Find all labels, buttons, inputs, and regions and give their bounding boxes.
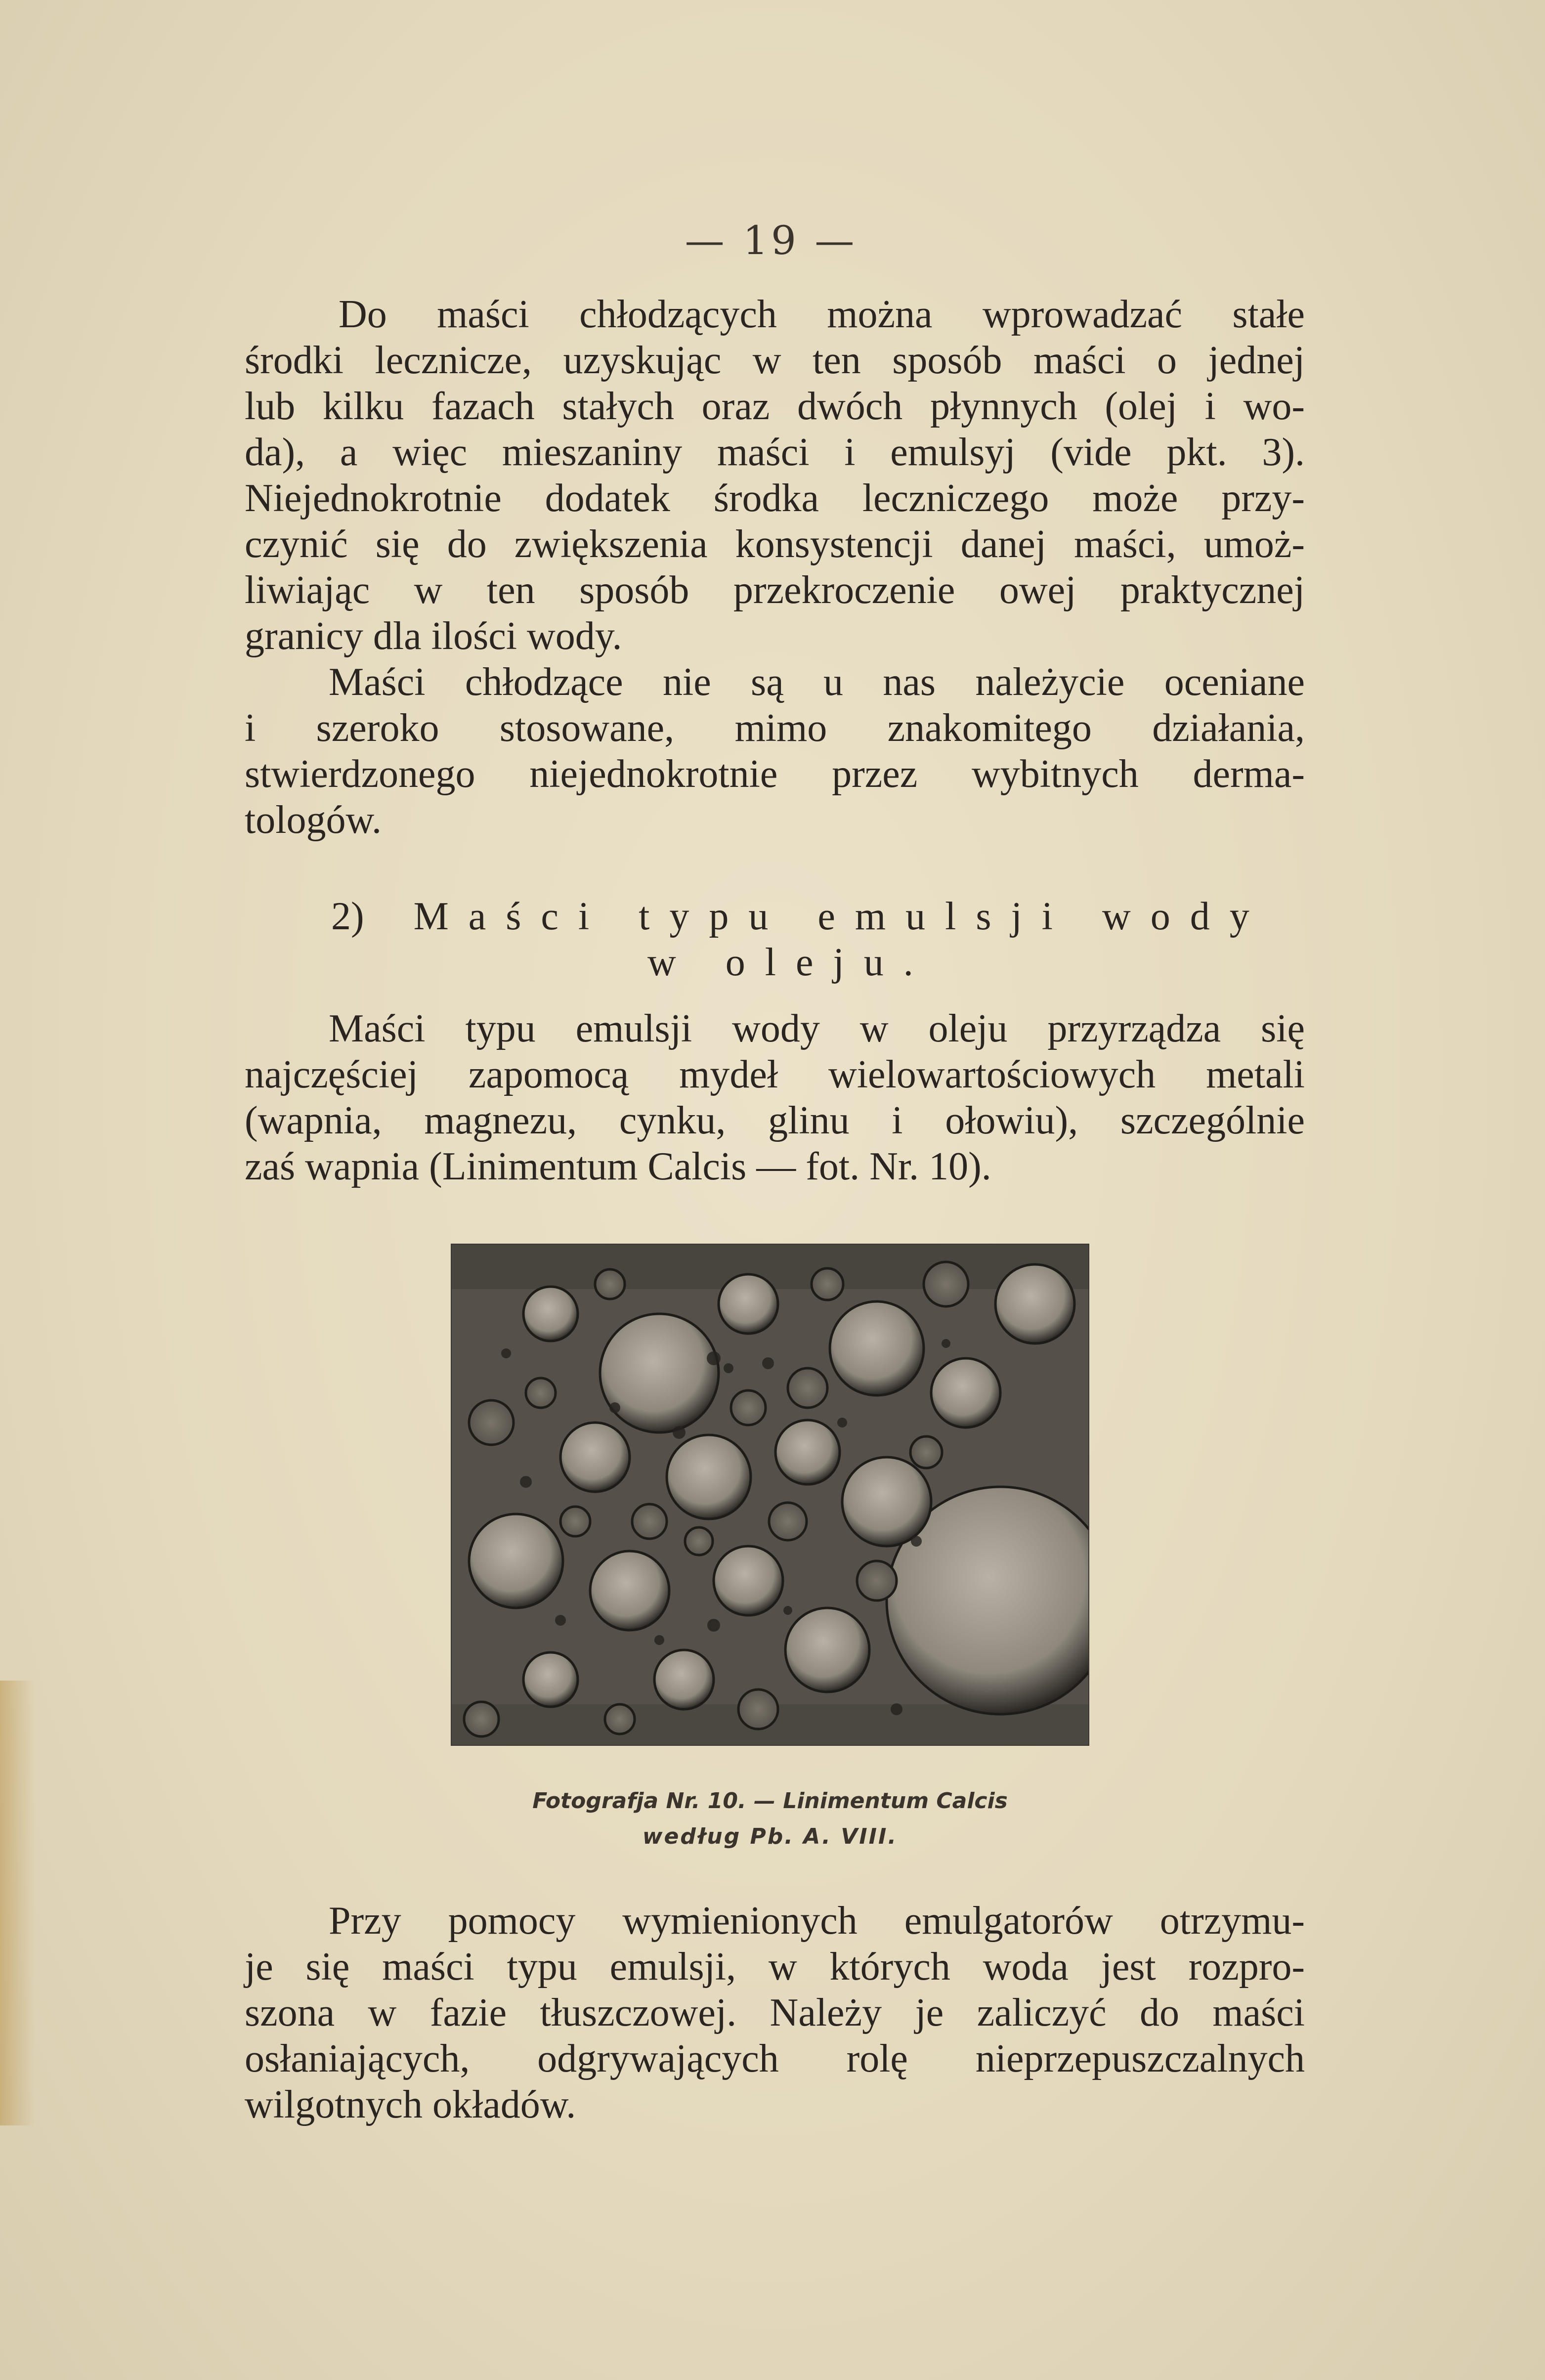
figure-caption: Fotografja Nr. 10. — Linimentum Calcis (532, 1788, 1008, 1814)
paragraph-1-line: Do maści chłodzących można wprowadzać stałe (339, 293, 1305, 336)
paragraph-4-line: wilgotnych okładów. (245, 2083, 576, 2126)
paragraph-4-line: szona w fazie tłuszczowej. Należy je zaliczyć do maści (245, 1991, 1305, 2034)
paragraph-1-line: środki lecznicze, uzyskując w ten sposób maści o jednej (245, 339, 1305, 382)
emulsion-droplets-image (452, 1245, 1088, 1745)
section-number: 2) (331, 895, 364, 938)
micrograph-photo (452, 1245, 1088, 1745)
paragraph-2-line: Maści chłodzące nie są u nas należycie oceniane (329, 660, 1305, 704)
paragraph-3-line: najczęściej zapomocą mydeł wielowartościowych metali (245, 1053, 1305, 1096)
paragraph-4 (245, 1898, 1305, 2128)
paragraph-4-line: Przy pomocy wymienionych emulgatorów otrzymu- (329, 1899, 1305, 1943)
paragraph-2-line: i szeroko stosowane, mimo znakomitego działania, (245, 706, 1305, 750)
paragraph-1-line: liwiając w ten sposób przekroczenie owej praktycznej (245, 568, 1305, 612)
paragraph-3-line: (wapnia, magnezu, cynku, glinu i ołowiu), szczególnie (245, 1099, 1305, 1142)
paragraph-1-line: Niejednokrotnie dodatek środka leczniczego może przy- (245, 476, 1305, 520)
paragraph-1-line: da), a więc mieszaniny maści i emulsyj (vide pkt. 3). (245, 431, 1305, 474)
paragraph-1-line: granicy dla ilości wody. (245, 614, 622, 658)
figure-caption-source: według Pb. A. VIII. (642, 1824, 898, 1849)
paragraph-3 (245, 1006, 1305, 1190)
page-number: — 19 — (685, 217, 858, 263)
paragraph-2-line: stwierdzonego niejednokrotnie przez wybitnych derma- (245, 752, 1305, 796)
paragraph-1 (245, 292, 1305, 659)
paragraph-2-line: tologów. (245, 798, 382, 842)
section-title-continued: w oleju. (647, 941, 933, 984)
section-heading-line-1 (331, 894, 1269, 940)
paragraph-4-line: osłaniających, odgrywających rolę nieprzepuszczalnych (245, 2037, 1305, 2080)
section-title: Maści typu emulsji wody (413, 895, 1269, 938)
paper-stain (0, 1681, 35, 2125)
paragraph-3-line: zaś wapnia (Linimentum Calcis — fot. Nr. 10). (245, 1145, 991, 1188)
paragraph-2 (245, 659, 1305, 843)
paragraph-3-line: Maści typu emulsji wody w oleju przyrządza się (329, 1007, 1305, 1050)
paragraph-1-line: lub kilku fazach stałych oraz dwóch płynnych (olej i wo- (245, 385, 1305, 428)
paragraph-4-line: je się maści typu emulsji, w których woda jest rozpro- (245, 1945, 1305, 1989)
paragraph-1-line: czynić się do zwiększenia konsystencji danej maści, umoż- (245, 522, 1305, 566)
